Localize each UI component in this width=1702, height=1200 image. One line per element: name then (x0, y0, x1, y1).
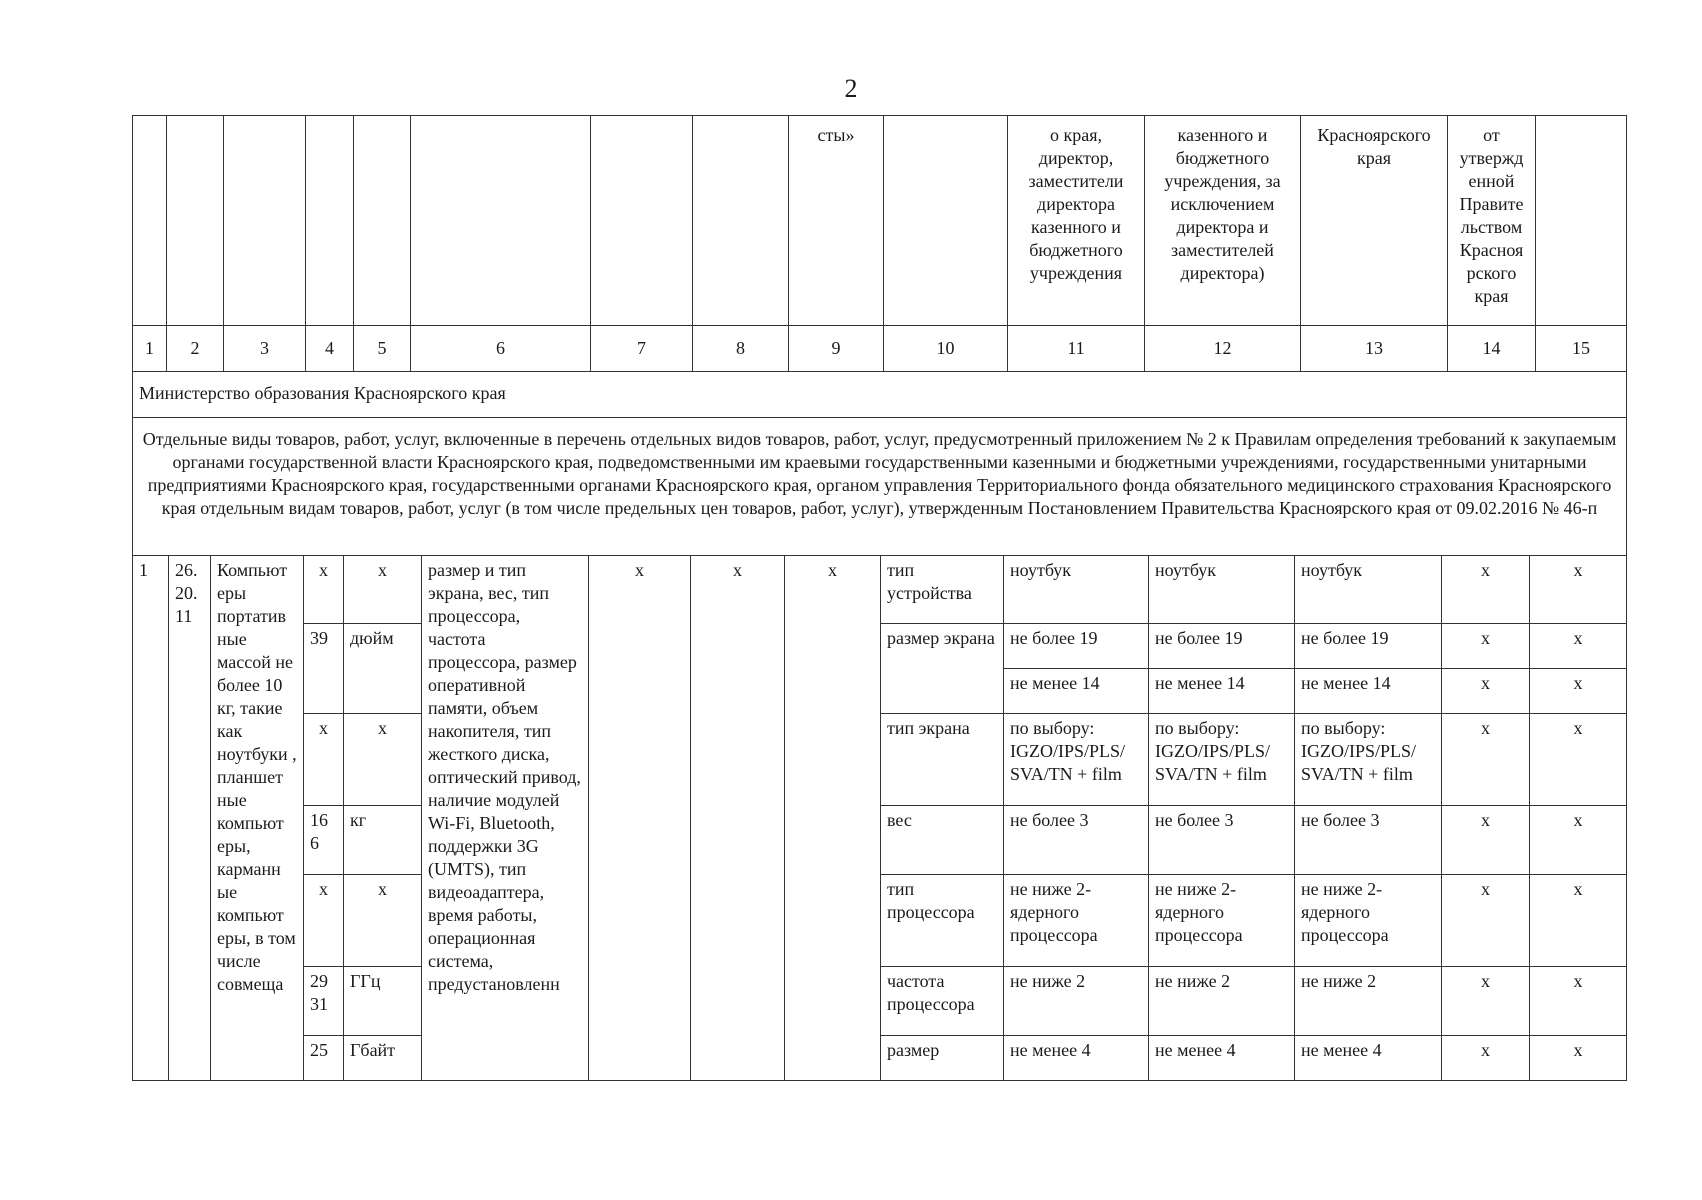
item-table (132, 555, 1627, 1081)
characteristic-name: размер (881, 1036, 1004, 1081)
column-number: 4 (306, 326, 354, 372)
value-col13: не менее 14 (1295, 669, 1442, 714)
item-name: Компьют еры портатив ные массой не более 10 кг, такие как ноутбуки , планшет ные компьют еры, карманн ые компьют еры, в том числе совмеща (211, 556, 304, 1081)
okei-code: x (304, 875, 344, 967)
table-row (133, 556, 1627, 624)
column-number-row (133, 326, 1627, 372)
header-cell-9: сты» (789, 116, 884, 326)
value-col13: не ниже 2-ядерного процессора (1295, 875, 1442, 967)
characteristic-name: вес (881, 806, 1004, 875)
okei-name: кг (344, 806, 422, 875)
value-col14: x (1442, 714, 1530, 806)
okei-name: дюйм (344, 624, 422, 714)
okei-code: 29 31 (304, 967, 344, 1036)
okei-code: 25 (304, 1036, 344, 1081)
okei-name: Гбайт (344, 1036, 422, 1081)
header-cell-4 (306, 116, 354, 326)
value-col12: ноутбук (1149, 556, 1295, 624)
okei-name: x (344, 875, 422, 967)
value-col14: x (1442, 556, 1530, 624)
value-col14: x (1442, 967, 1530, 1036)
value-col14: x (1442, 806, 1530, 875)
characteristic-name: частота процессора (881, 967, 1004, 1036)
item-number: 1 (133, 556, 169, 1081)
column-number: 3 (224, 326, 306, 372)
value-col15: x (1530, 669, 1627, 714)
column-number: 8 (693, 326, 789, 372)
header-cell-5 (354, 116, 411, 326)
value-col13: не менее 4 (1295, 1036, 1442, 1081)
value-col11: по выбору: IGZO/IPS/PLS/ SVA/TN + film (1004, 714, 1149, 806)
column-number: 15 (1536, 326, 1627, 372)
cell-col7: x (589, 556, 691, 1081)
value-col11: не ниже 2-ядерного процессора (1004, 875, 1149, 967)
value-col12: не более 19 (1149, 624, 1295, 669)
value-col15: x (1530, 714, 1627, 806)
header-cell-10 (884, 116, 1008, 326)
characteristic-name: размер экрана (881, 624, 1004, 714)
header-cell-12: казенного и бюджетного учреждения, за исключением директора и заместителей директора) (1145, 116, 1301, 326)
value-col12: по выбору: IGZO/IPS/PLS/ SVA/TN + film (1149, 714, 1295, 806)
cell-col9: x (785, 556, 881, 1081)
header-cell-6 (411, 116, 591, 326)
ministry-name: Министерство образования Красноярского края (133, 372, 1627, 418)
column-number: 7 (591, 326, 693, 372)
value-col12: не ниже 2-ядерного процессора (1149, 875, 1295, 967)
column-number: 12 (1145, 326, 1301, 372)
value-col11: не менее 4 (1004, 1036, 1149, 1081)
okei-name: x (344, 714, 422, 806)
column-number: 13 (1301, 326, 1448, 372)
characteristic-name: тип процессора (881, 875, 1004, 967)
value-col13: ноутбук (1295, 556, 1442, 624)
column-number: 11 (1008, 326, 1145, 372)
value-col12: не менее 4 (1149, 1036, 1295, 1081)
value-col15: x (1530, 1036, 1627, 1081)
header-cell-7 (591, 116, 693, 326)
okei-code: 39 (304, 624, 344, 714)
value-col11: ноутбук (1004, 556, 1149, 624)
header-cell-11: о края, директор, заместители директора казенного и бюджетного учреждения (1008, 116, 1145, 326)
value-col11: не более 19 (1004, 624, 1149, 669)
value-col11: не менее 14 (1004, 669, 1149, 714)
item-characteristics: размер и тип экрана, вес, тип процессора, частота процессора, размер оперативной памяти, объем накопителя, тип жесткого диска, оптический привод, наличие модулей Wi-Fi, Bluetooth, поддержки 3G (UMTS), тип видеоадаптера, время работы, операционная система, предустановленн (422, 556, 589, 1081)
value-col12: не ниже 2 (1149, 967, 1295, 1036)
column-number: 2 (167, 326, 224, 372)
column-number: 1 (133, 326, 167, 372)
header-cell-1 (133, 116, 167, 326)
column-number: 9 (789, 326, 884, 372)
header-cell-14: от утвержд енной Правите льством Красноя рского края (1448, 116, 1536, 326)
value-col14: x (1442, 1036, 1530, 1081)
okei-code: x (304, 714, 344, 806)
ministry-row (133, 372, 1627, 418)
value-col14: x (1442, 875, 1530, 967)
column-number: 14 (1448, 326, 1536, 372)
header-cell-3 (224, 116, 306, 326)
cell-col8: x (691, 556, 785, 1081)
header-continuation-row (133, 116, 1627, 326)
value-col15: x (1530, 624, 1627, 669)
header-table (132, 115, 1627, 556)
header-cell-2 (167, 116, 224, 326)
characteristic-name: тип устройства (881, 556, 1004, 624)
value-col11: не более 3 (1004, 806, 1149, 875)
description-row (133, 418, 1627, 556)
value-col15: x (1530, 806, 1627, 875)
value-col12: не менее 14 (1149, 669, 1295, 714)
header-cell-13: Красноярского края (1301, 116, 1448, 326)
value-col13: по выбору: IGZO/IPS/PLS/ SVA/TN + film (1295, 714, 1442, 806)
value-col13: не более 19 (1295, 624, 1442, 669)
value-col11: не ниже 2 (1004, 967, 1149, 1036)
header-cell-15 (1536, 116, 1627, 326)
value-col15: x (1530, 875, 1627, 967)
okei-code: x (304, 556, 344, 624)
okei-code: 16 6 (304, 806, 344, 875)
okei-name: ГГц (344, 967, 422, 1036)
value-col14: x (1442, 624, 1530, 669)
section-description: Отдельные виды товаров, работ, услуг, включенные в перечень отдельных видов товаров, работ, услуг, предусмотренный приложением № 2 к Правилам определения требований к закупаемым органами государственной власти Красноярского края, подведомственными им краевыми государственными казенными и бюджетными учреждениями, государственными унитарными предприятиями Красноярского края, государственными органами Красноярского края, органом управления Территориального фонда обязательного медицинского страхования Красноярского края отдельным видам товаров, работ, услуг (в том числе предельных цен товаров, работ, услуг), утвержденным Постановлением Правительства Красноярского края от 09.02.2016 № 46-п (133, 418, 1627, 556)
value-col13: не более 3 (1295, 806, 1442, 875)
column-number: 5 (354, 326, 411, 372)
okei-name: x (344, 556, 422, 624)
page-number: 2 (844, 74, 858, 103)
value-col15: x (1530, 967, 1627, 1036)
value-col14: x (1442, 669, 1530, 714)
column-number: 6 (411, 326, 591, 372)
okpd-code: 26.20.11 (169, 556, 211, 1081)
value-col15: x (1530, 556, 1627, 624)
value-col13: не ниже 2 (1295, 967, 1442, 1036)
header-cell-8 (693, 116, 789, 326)
column-number: 10 (884, 326, 1008, 372)
characteristic-name: тип экрана (881, 714, 1004, 806)
value-col12: не более 3 (1149, 806, 1295, 875)
